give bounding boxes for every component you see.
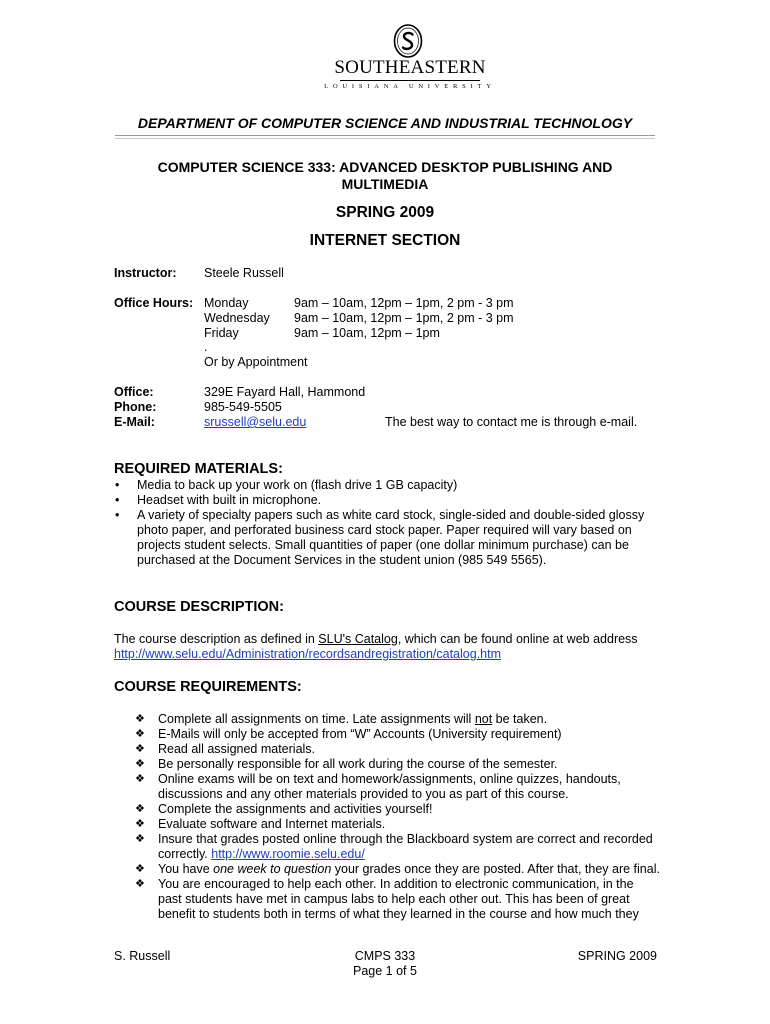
roomie-link[interactable]: http://www.roomie.selu.edu/ — [211, 847, 365, 861]
list-item: • Headset with built in microphone. — [115, 493, 322, 507]
footer-term: SPRING 2009 — [577, 949, 657, 963]
instructor-name: Steele Russell — [204, 266, 284, 280]
office-hours-time: 9am – 10am, 12pm – 1pm, 2 pm - 3 pm — [294, 296, 514, 310]
instructor-label: Instructor: — [114, 266, 177, 280]
list-item: • A variety of specialty papers such as white card stock, single-sided and double-sided glossy photo paper, and perforated business card stock paper. Paper required will vary based on projects student selects. Small quantities of paper (one dollar minimum purchase) can be purchased at the Document Services in the student union (985 549 5565). — [115, 508, 645, 567]
footer-course: CMPS 333 — [354, 949, 416, 963]
office-hours-time: 9am – 10am, 12pm – 1pm — [294, 326, 440, 340]
course-requirements-list — [135, 712, 660, 922]
list-item: ❖ E-Mails will only be accepted from “W” Accounts (University requirement) — [135, 727, 562, 741]
list-item: ❖ Insure that grades posted online through the Blackboard system are correct and recorded correctly. http://www.roomie.selu.edu/ — [135, 832, 653, 861]
diamond-bullet-icon: ❖ — [135, 728, 145, 740]
phone-number: 985-549-5505 — [204, 400, 282, 414]
required-materials-heading: REQUIRED MATERIALS: — [114, 461, 283, 477]
catalog-link[interactable]: http://www.selu.edu/Administration/recordsandregistration/catalog.htm — [114, 647, 501, 661]
bullet-icon: • — [115, 478, 120, 492]
course-description-heading: COURSE DESCRIPTION: — [114, 599, 284, 615]
phone-label: Phone: — [114, 400, 157, 414]
term-heading: SPRING 2009 — [335, 204, 435, 221]
list-item: • Media to back up your work on (flash drive 1 GB capacity) — [115, 478, 458, 492]
diamond-bullet-icon: ❖ — [135, 878, 145, 890]
office-hours-time: 9am – 10am, 12pm – 1pm, 2 pm - 3 pm — [294, 311, 514, 325]
office-hours-dot: . — [204, 340, 208, 354]
email-label: E-Mail: — [114, 415, 155, 429]
list-item: ❖ Evaluate software and Internet materials. — [135, 817, 386, 831]
office-hours-label: Office Hours: — [114, 296, 194, 310]
logo-subtitle: LOUISIANA UNIVERSITY — [324, 83, 496, 90]
office-location: 329E Fayard Hall, Hammond — [204, 385, 366, 399]
list-item: ❖ You have one week to question your grades once they are posted. After that, they are final. — [135, 862, 660, 876]
diamond-bullet-icon: ❖ — [135, 743, 145, 755]
section-heading: INTERNET SECTION — [309, 232, 461, 249]
list-item: ❖ Read all assigned materials. — [135, 742, 316, 756]
list-item: ❖ Complete the assignments and activities yourself! — [135, 802, 433, 816]
office-hours-day: Wednesday — [204, 311, 270, 325]
bullet-icon: • — [115, 508, 120, 522]
appointment-text: Or by Appointment — [204, 355, 308, 369]
diamond-bullet-icon: ❖ — [135, 773, 145, 785]
office-label: Office: — [114, 385, 154, 399]
bullet-icon: • — [115, 493, 120, 507]
list-item: ❖ Online exams will be on text and homework/assignments, online quizzes, handouts, discussions and any other materials provided to you as part of this course. — [135, 772, 621, 801]
diamond-bullet-icon: ❖ — [135, 818, 145, 830]
diamond-bullet-icon: ❖ — [135, 758, 145, 770]
diamond-bullet-icon: ❖ — [135, 713, 145, 725]
course-title: COMPUTER SCIENCE 333: ADVANCED DESKTOP PUBLISHING AND MULTIMEDIA — [157, 159, 613, 192]
email-link[interactable]: srussell@selu.edu — [204, 415, 307, 429]
required-materials-list — [115, 478, 645, 568]
list-item: ❖ You are encouraged to help each other. In addition to electronic communication, in the past students have met in campus labs to help each other out. This has been of great benefit to students both in terms of what they learned in the course and how much they — [135, 877, 639, 921]
diamond-bullet-icon: ❖ — [135, 833, 145, 845]
footer-author: S. Russell — [114, 949, 171, 963]
university-logo — [300, 24, 520, 94]
office-hours-day: Friday — [204, 326, 239, 340]
contact-note: The best way to contact me is through e-mail. — [385, 415, 638, 429]
logo-rule — [340, 80, 480, 81]
divider — [115, 135, 655, 136]
course-description-text: The course description as defined in SLU's Catalog, which can be found online at web address — [114, 632, 638, 646]
diamond-bullet-icon: ❖ — [135, 863, 145, 875]
catalog-name: SLU's Catalog — [318, 632, 398, 646]
footer-page-number: Page 1 of 5 — [353, 964, 417, 978]
office-hours-day: Monday — [204, 296, 249, 310]
course-requirements-heading: COURSE REQUIREMENTS: — [114, 679, 302, 695]
logo-wordmark: SOUTHEASTERN — [334, 57, 486, 78]
department-title: DEPARTMENT OF COMPUTER SCIENCE AND INDUSTRIAL TECHNOLOGY — [137, 115, 633, 131]
university-seal-icon — [393, 24, 423, 58]
list-item: ❖ Complete all assignments on time. Late assignments will not be taken. — [135, 712, 548, 726]
diamond-bullet-icon: ❖ — [135, 803, 145, 815]
divider — [115, 138, 655, 139]
list-item: ❖ Be personally responsible for all work during the course of the semester. — [135, 757, 558, 771]
